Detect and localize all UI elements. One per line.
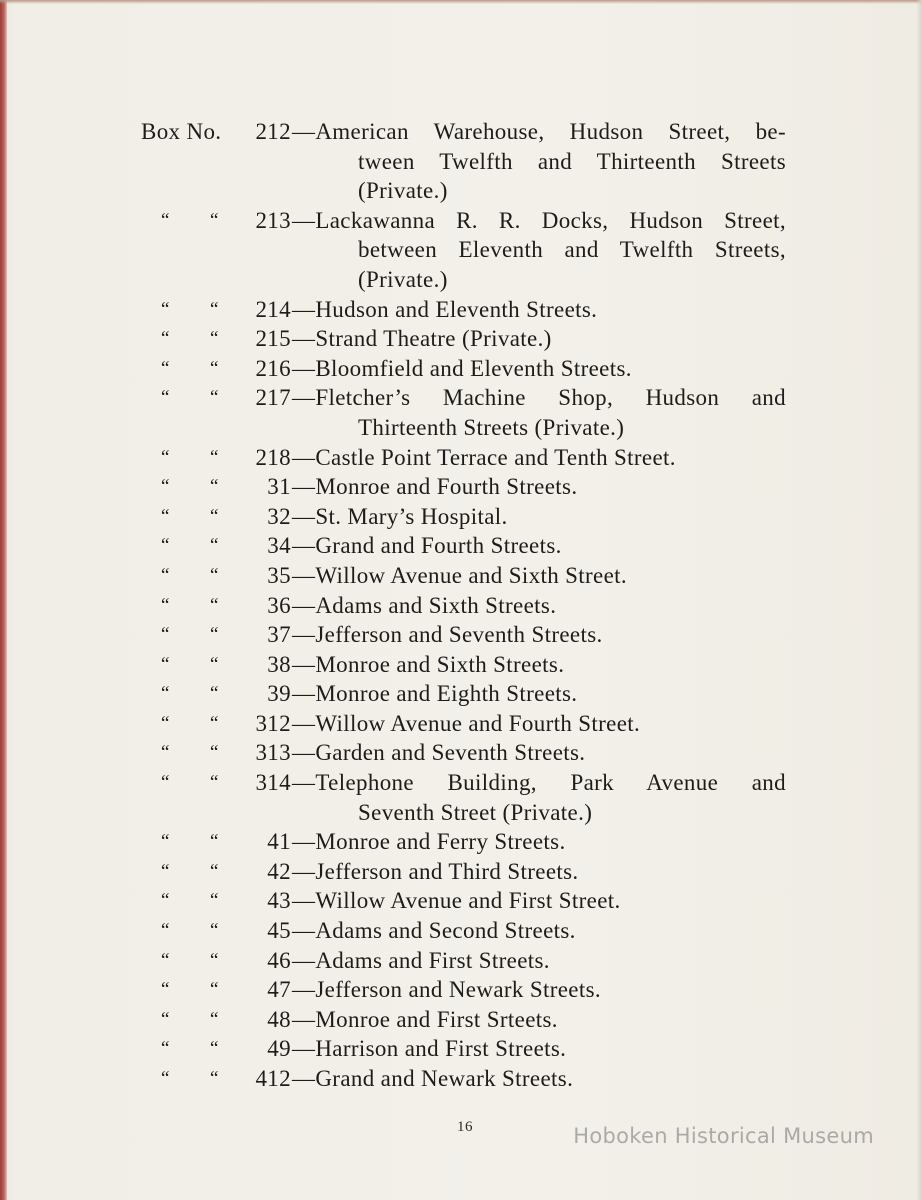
box-location: —Adams and First Streets.: [292, 947, 550, 973]
ditto-mark: “: [210, 920, 219, 942]
ditto-mark: “: [161, 890, 170, 912]
entry-line: [0, 916, 922, 946]
entry-line: [0, 857, 922, 887]
ditto-mark: “: [210, 1038, 219, 1060]
box-number: 218: [255, 444, 291, 470]
box-location-continued: Thirteenth Streets (Private.): [358, 414, 625, 440]
box-entry: [0, 1005, 922, 1035]
ditto-mark: “: [161, 357, 170, 379]
box-entry: [0, 206, 922, 295]
ditto-mark: “: [161, 476, 170, 498]
box-number: 34: [267, 533, 291, 559]
box-number: 41: [267, 829, 291, 855]
box-location: —Willow Avenue and Sixth Street.: [292, 562, 627, 588]
entry-line: [0, 827, 922, 857]
ditto-mark: “: [161, 624, 170, 646]
ditto-mark: “: [161, 683, 170, 705]
ditto-mark: “: [161, 505, 170, 527]
box-location-continued: tween Twelfth and Thirteenth Streets: [358, 148, 786, 174]
box-entry: [0, 886, 922, 916]
box-location-continued: (Private.): [358, 178, 448, 204]
box-entry: [0, 383, 922, 442]
ditto-mark: “: [210, 683, 219, 705]
ditto-mark: “: [210, 772, 219, 794]
entry-line: [0, 591, 922, 621]
ditto-mark: “: [161, 742, 170, 764]
ditto-mark: “: [161, 772, 170, 794]
box-entry: [0, 1064, 922, 1094]
entry-line: [0, 324, 922, 354]
box-location: —Monroe and Ferry Streets.: [292, 829, 566, 855]
entry-line: [0, 1005, 922, 1035]
entry-line: [0, 443, 922, 473]
entry-line: [0, 472, 922, 502]
ditto-mark: “: [210, 860, 219, 882]
box-location-continued: between Eleventh and Twelfth Streets,: [358, 237, 786, 263]
ditto-mark: “: [210, 387, 219, 409]
box-number: 43: [267, 888, 291, 914]
ditto-mark: “: [161, 653, 170, 675]
box-entry: [0, 561, 922, 591]
ditto-mark: “: [161, 564, 170, 586]
box-number: 32: [267, 503, 291, 529]
ditto-mark: “: [161, 949, 170, 971]
box-entry: [0, 709, 922, 739]
box-entry: [0, 857, 922, 887]
box-entry: [0, 591, 922, 621]
box-entry: [0, 295, 922, 325]
entry-line: [0, 738, 922, 768]
ditto-mark: “: [210, 890, 219, 912]
ditto-mark: “: [161, 446, 170, 468]
page-top-edge: [0, 0, 922, 4]
box-number: 312: [255, 710, 291, 736]
box-entry: [0, 443, 922, 473]
box-number: 216: [255, 355, 291, 381]
box-entry: [0, 1034, 922, 1064]
ditto-mark: “: [210, 209, 219, 231]
box-entry: [0, 650, 922, 680]
ditto-mark: “: [210, 357, 219, 379]
ditto-mark: “: [161, 535, 170, 557]
box-entry: [0, 324, 922, 354]
entry-line: [0, 1034, 922, 1064]
box-location: —Jefferson and Newark Streets.: [292, 977, 601, 1003]
ditto-mark: “: [161, 328, 170, 350]
entry-line: [0, 502, 922, 532]
ditto-mark: “: [210, 535, 219, 557]
box-location: —Jefferson and Third Streets.: [292, 858, 579, 884]
box-number: 45: [267, 918, 291, 944]
ditto-mark: “: [161, 209, 170, 231]
box-entry: [0, 679, 922, 709]
box-location: —St. Mary’s Hospital.: [292, 503, 508, 529]
box-location-continued: Seventh Street (Private.): [358, 799, 593, 825]
box-number: 48: [267, 1006, 291, 1032]
ditto-mark: “: [210, 831, 219, 853]
entry-continuation-line: [0, 176, 922, 206]
ditto-mark: “: [210, 979, 219, 1001]
box-entry: [0, 738, 922, 768]
entry-line: [0, 679, 922, 709]
ditto-mark: “: [161, 920, 170, 942]
box-location: —Bloomfield and Eleventh Streets.: [292, 355, 632, 381]
ditto-mark: “: [210, 505, 219, 527]
ditto-mark: “: [161, 1068, 170, 1089]
box-location: —Grand and Fourth Streets.: [292, 533, 562, 559]
entry-line: [0, 650, 922, 680]
box-location: —Monroe and First Srteets.: [292, 1006, 558, 1032]
ditto-mark: “: [161, 712, 170, 734]
box-location: —Monroe and Sixth Streets.: [292, 651, 565, 677]
box-number: 212: [255, 119, 291, 144]
entry-line: [0, 1064, 922, 1094]
entry-continuation-line: [0, 265, 922, 295]
box-location: —Monroe and Eighth Streets.: [292, 681, 578, 707]
box-location: —Willow Avenue and Fourth Street.: [292, 710, 641, 736]
box-number: 42: [267, 858, 291, 884]
box-entry: [0, 620, 922, 650]
ditto-mark: “: [210, 564, 219, 586]
ditto-mark: “: [161, 860, 170, 882]
box-location: —Grand and Newark Streets.: [292, 1066, 574, 1091]
box-location: —American Warehouse, Hudson Street, be-: [292, 119, 786, 144]
box-number: 31: [267, 474, 291, 500]
entry-line: [0, 354, 922, 384]
ditto-mark: “: [161, 831, 170, 853]
box-number: 214: [255, 296, 291, 322]
ditto-mark: “: [161, 1008, 170, 1030]
page-number: 16: [457, 1119, 473, 1135]
ditto-mark: “: [210, 328, 219, 350]
box-location: —Willow Avenue and First Street.: [292, 888, 621, 914]
box-location: —Jefferson and Seventh Streets.: [292, 622, 603, 648]
ditto-mark: “: [210, 1008, 219, 1030]
box-number: 217: [255, 385, 291, 411]
entry-continuation-line: [0, 235, 922, 265]
box-number: 313: [255, 740, 291, 766]
box-number: 47: [267, 977, 291, 1003]
box-location-continued: (Private.): [358, 266, 448, 292]
box-entry: [0, 975, 922, 1005]
box-number: 46: [267, 947, 291, 973]
box-location: —Monroe and Fourth Streets.: [292, 474, 578, 500]
box-entry: [0, 916, 922, 946]
ditto-mark: “: [210, 446, 219, 468]
box-number: 37: [267, 622, 291, 648]
box-location: —Telephone Building, Park Avenue and: [292, 770, 786, 796]
box-entry: [0, 531, 922, 561]
box-number: 36: [267, 592, 291, 618]
entry-line: [0, 531, 922, 561]
ditto-mark: “: [161, 594, 170, 616]
ditto-mark: “: [161, 1038, 170, 1060]
box-entry: [0, 768, 922, 827]
box-location: —Castle Point Terrace and Tenth Street.: [292, 444, 676, 470]
box-number: 314: [255, 770, 291, 796]
box-prefix: Box No.: [141, 119, 222, 144]
ditto-mark: “: [161, 298, 170, 320]
entry-line: [0, 620, 922, 650]
box-number: 38: [267, 651, 291, 677]
box-number: 215: [255, 326, 291, 352]
entry-line: [0, 886, 922, 916]
entry-line: [0, 946, 922, 976]
entry-continuation-line: [0, 413, 922, 443]
box-location: —Hudson and Eleventh Streets.: [292, 296, 598, 322]
box-location: —Fletcher’s Machine Shop, Hudson and: [292, 385, 786, 411]
ditto-mark: “: [210, 476, 219, 498]
box-entry: [0, 472, 922, 502]
entry-continuation-line: [0, 798, 922, 828]
box-number: 213: [255, 207, 291, 233]
ditto-mark: “: [161, 387, 170, 409]
entry-line: [0, 206, 922, 236]
entry-line: [0, 295, 922, 325]
box-entry: [0, 117, 922, 206]
entry-line: [0, 975, 922, 1005]
box-entry: [0, 946, 922, 976]
watermark: Hoboken Historical Museum: [573, 1124, 874, 1148]
box-number: 39: [267, 681, 291, 707]
ditto-mark: “: [210, 949, 219, 971]
box-number: 49: [267, 1036, 291, 1062]
box-location: —Adams and Sixth Streets.: [292, 592, 557, 618]
ditto-mark: “: [210, 594, 219, 616]
box-location: —Harrison and First Streets.: [292, 1036, 567, 1062]
entry-line: [0, 709, 922, 739]
entry-line: [0, 383, 922, 413]
ditto-mark: “: [210, 1068, 219, 1089]
ditto-mark: “: [161, 979, 170, 1001]
box-number: 35: [267, 562, 291, 588]
entry-line: [0, 561, 922, 591]
box-entry: [0, 827, 922, 857]
ditto-mark: “: [210, 624, 219, 646]
box-entry: [0, 354, 922, 384]
entry-line: [0, 117, 922, 147]
ditto-mark: “: [210, 742, 219, 764]
box-location: —Adams and Second Streets.: [292, 918, 576, 944]
ditto-mark: “: [210, 712, 219, 734]
box-number: 412: [255, 1066, 291, 1091]
fire-alarm-box-list: [0, 117, 922, 1094]
ditto-mark: “: [210, 653, 219, 675]
box-location: —Lackawanna R. R. Docks, Hudson Street,: [292, 207, 786, 233]
ditto-mark: “: [210, 298, 219, 320]
box-location: —Strand Theatre (Private.): [292, 326, 552, 352]
entry-line: [0, 768, 922, 798]
box-location: —Garden and Seventh Streets.: [292, 740, 586, 766]
box-entry: [0, 502, 922, 532]
entry-continuation-line: [0, 147, 922, 177]
